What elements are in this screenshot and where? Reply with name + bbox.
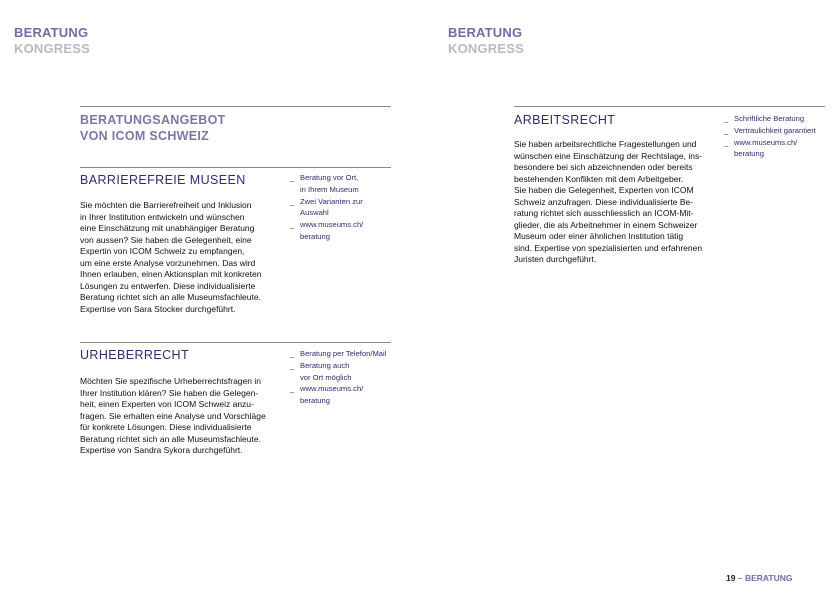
body-line: Sie haben die Gelegenheit, Experten von ICOM <box>514 185 694 195</box>
section-title-urheberrecht: URHEBERRECHT <box>80 348 189 362</box>
kicker-line-1: BERATUNGSANGEBOT <box>80 113 226 127</box>
section-title-barrierefreie: BARRIEREFREIE MUSEEN <box>80 173 246 187</box>
right-header-title: BERATUNG <box>448 25 523 40</box>
body-line: wünschen eine Einschätzung der Rechtslage, ins- <box>514 150 703 161</box>
right-page-header <box>448 25 524 57</box>
kicker-heading <box>80 112 226 144</box>
body-line: Lösungen zu entwerfen. Diese individualisierte <box>80 280 256 291</box>
body-line: von aussen? Sie haben die Gelegenheit, eine <box>80 234 252 245</box>
body-line: um eine erste Analyse vorzunehmen. Das wird <box>80 257 256 268</box>
left-page-header <box>14 25 90 57</box>
section-body-arbeitsrecht <box>514 139 702 266</box>
body-line: Expertise von Sara Stocker durchgeführt. <box>80 303 236 314</box>
left-header-subtitle: KONGRESS <box>14 41 91 56</box>
body-line: Schweiz anzufragen. Diese individualisierte Be- <box>514 196 694 207</box>
body-line: Ihrer Institution klären? Sie haben die Gelegen- <box>80 387 259 398</box>
side-note: in Ihrem Museum <box>300 184 359 194</box>
side-note: _ Beratung auch <box>290 360 350 370</box>
body-line: Juristen durchgeführt. <box>514 254 597 264</box>
body-line: Sie möchten die Barrierefreiheit und Inklusion <box>80 200 252 210</box>
side-note: _ Beratung vor Ort, <box>290 173 359 182</box>
side-note: _ Beratung per Telefon/Mail <box>290 349 387 358</box>
body-line: Museum oder einer ähnlichen Institution tätig <box>514 231 684 241</box>
kicker-rule <box>80 106 391 107</box>
body-line: glieder, die als Arbeitnehmer in einem Schweizer <box>514 219 698 230</box>
body-line: in Ihrer Institution entwickeln und wünschen <box>80 211 245 222</box>
section-body-urheberrecht <box>80 376 266 457</box>
body-line: Ihnen erlauben, einen Aktionsplan mit konkreten <box>80 269 262 279</box>
section-rule-arbeitsrecht <box>514 106 825 107</box>
side-notes-urheberrecht <box>290 348 386 407</box>
body-line: besondere bei sich abzeichnenden oder bereits <box>514 162 693 172</box>
side-note: vor Ort möglich <box>300 372 352 382</box>
side-note: _ Schriftliche Beratung <box>724 114 805 123</box>
side-note-link[interactable]: _ www.museums.ch/ <box>290 220 364 230</box>
body-line: bestehenden Konflikten mit dem Arbeitgeber. <box>514 173 684 184</box>
body-line: sind. Expertise von spezialisierten und erfahrenen <box>514 242 703 253</box>
body-line: fragen. Sie erhalten eine Analyse und Vorschläge <box>80 410 266 421</box>
body-line: Beratung richtet sich an alle Museumsfachleute. <box>80 433 261 444</box>
side-note: _ Zwei Varianten zur <box>290 196 363 206</box>
page-separator: – <box>737 573 743 583</box>
page-footer <box>726 573 793 584</box>
section-body-barrierefreie <box>80 200 261 315</box>
body-line: heit, einen Experten von ICOM Schweiz anzu- <box>80 399 254 409</box>
side-note-link[interactable]: beratung <box>300 396 330 406</box>
side-note-link[interactable]: beratung <box>300 231 330 241</box>
side-note: _ Vertraulichkeit garantiert <box>724 125 816 135</box>
side-notes-arbeitsrecht <box>724 113 816 160</box>
body-line: Beratung richtet sich an alle Museumsfachleute. <box>80 292 261 302</box>
section-title-arbeitsrecht: ARBEITSRECHT <box>514 113 616 127</box>
side-notes-barrierefreie <box>290 172 363 243</box>
side-note-link[interactable]: beratung <box>734 149 764 159</box>
side-note-link[interactable]: _ www.museums.ch/ <box>724 137 798 147</box>
body-line: Expertin von ICOM Schweiz zu empfangen, <box>80 246 245 256</box>
page-number: 19 <box>726 573 736 583</box>
body-line: für konkrete Lösungen. Diese individualisierte <box>80 422 252 432</box>
body-line: Sie haben arbeitsrechtliche Fragestellungen und <box>514 139 697 149</box>
right-header-subtitle: KONGRESS <box>448 41 525 56</box>
side-note-link[interactable]: _ www.museums.ch/ <box>290 384 364 394</box>
side-note: Auswahl <box>300 208 329 218</box>
body-line: Expertise von Sandra Sykora durchgeführt. <box>80 445 243 455</box>
body-line: eine Einschätzung mit unabhängiger Beratung <box>80 223 255 233</box>
body-line: ratung richtet sich ausschliesslich an ICOM-Mit- <box>514 208 694 218</box>
kicker-line-2: VON ICOM SCHWEIZ <box>80 129 210 143</box>
section-rule-barrierefreie <box>80 167 391 168</box>
body-line: Möchten Sie spezifische Urheberrechtsfragen in <box>80 376 261 386</box>
left-header-title: BERATUNG <box>14 25 89 40</box>
section-rule-urheberrecht <box>80 342 391 343</box>
page-section-label: BERATUNG <box>744 573 793 583</box>
